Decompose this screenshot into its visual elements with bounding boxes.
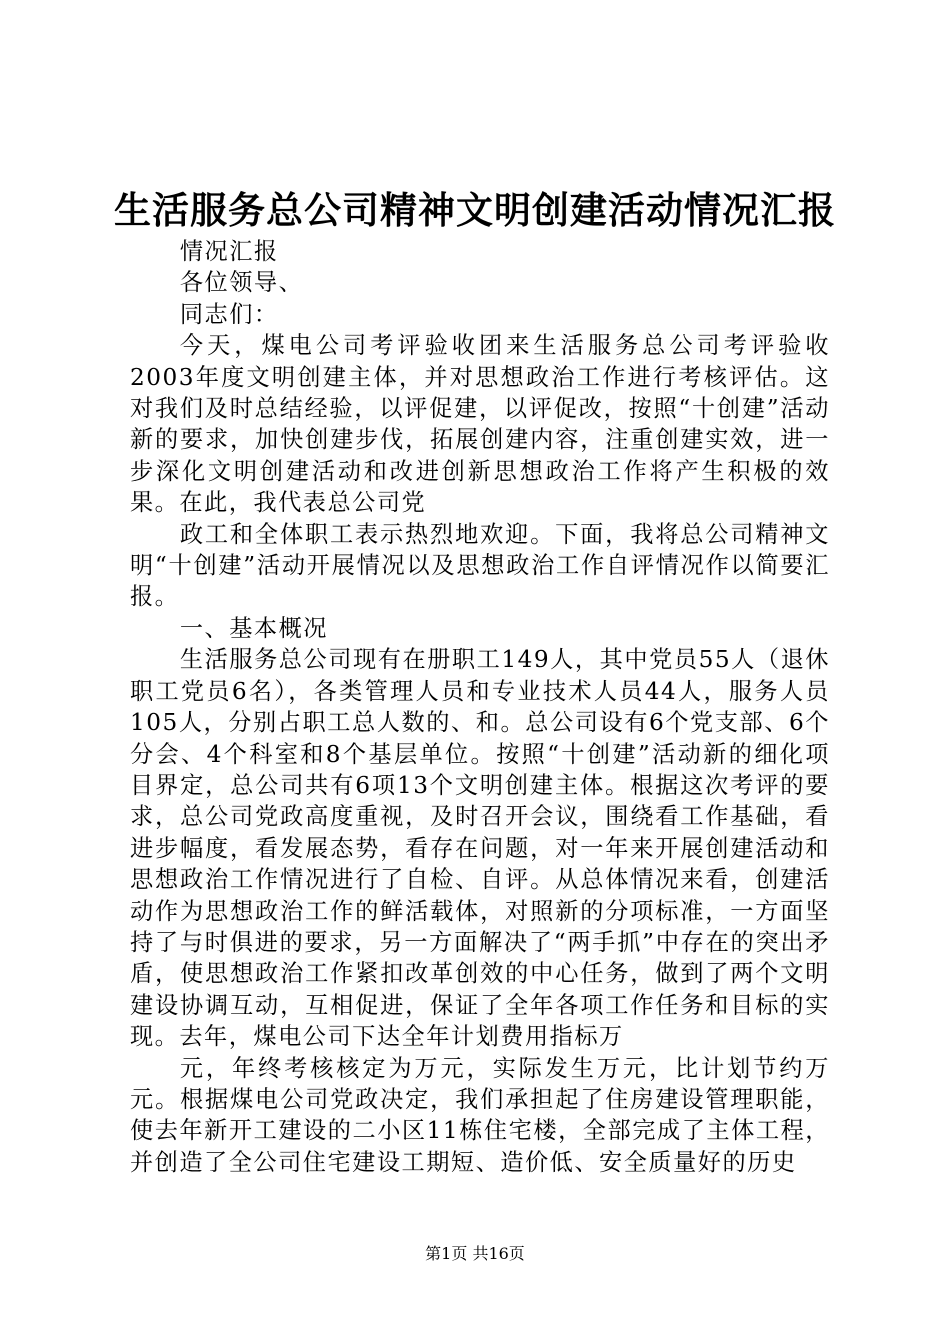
page-number-footer: 第1页 共16页 <box>425 1244 525 1263</box>
document-body <box>130 236 830 1178</box>
paragraph-budget: 元，年终考核核定为万元，实际发生万元，比计划节约万元。根据煤电公司党政决定，我们承担起了住房建设管理职能，使去年新开工建设的二小区11栋住宅楼，全部完成了主体工程，并创造了全公司住宅建设工期短、造价低、安全质量好的历史 <box>130 1054 830 1176</box>
document-title: 生活服务总公司精神文明创建活动情况汇报 <box>114 188 836 232</box>
paragraph-overview: 生活服务总公司现有在册职工149人，其中党员55人（退休职工党员6名），各类管理人员和专业技术人员44人，服务人员105人，分别占职工总人数的、和。总公司设有6个党支部、6个分会、4个科室和8个基层单位。按照“十创建”活动新的细化项目界定，总公司共有6项13个文明创建主体。根据这次考评的要求，总公司党政高度重视，及时召开会议，围绕看工作基础，看进步幅度，看发展态势，看存在问题，对一年来开展创建活动和思想政治工作情况进行了自检、自评。从总体情况来看，创建活动作为思想政治工作的鲜活载体，对照新的分项标准，一方面坚持了与时俱进的要求，另一方面解决了“两手抓”中存在的突出矛盾，使思想政治工作紧扣改革创效的中心任务，做到了两个文明建设协调互动，互相促进，保证了全年各项工作任务和目标的实现。去年，煤电公司下达全年计划费用指标万 <box>130 646 830 1051</box>
paragraph-salutation-comrades: 同志们： <box>179 300 279 328</box>
paragraph-welcome: 政工和全体职工表示热烈地欢迎。下面，我将总公司精神文明“十创建”活动开展情况以及思想政治工作自评情况作以简要汇报。 <box>130 520 830 611</box>
paragraph-intro: 今天，煤电公司考评验收团来生活服务总公司考评验收2003年度文明创建主体，并对思想政治工作进行考核评估。这对我们及时总结经验，以评促建，以评促改，按照“十创建”活动新的要求，加快创建步伐，拓展创建内容，注重创建实效，进一步深化文明创建活动和改进创新思想政治工作将产生积极的效果。在此，我代表总公司党 <box>130 332 830 517</box>
paragraph-heading-report: 情况汇报 <box>179 238 279 265</box>
section-heading-overview: 一、基本概况 <box>179 614 328 642</box>
paragraph-salutation-leaders: 各位领导、 <box>179 269 304 297</box>
